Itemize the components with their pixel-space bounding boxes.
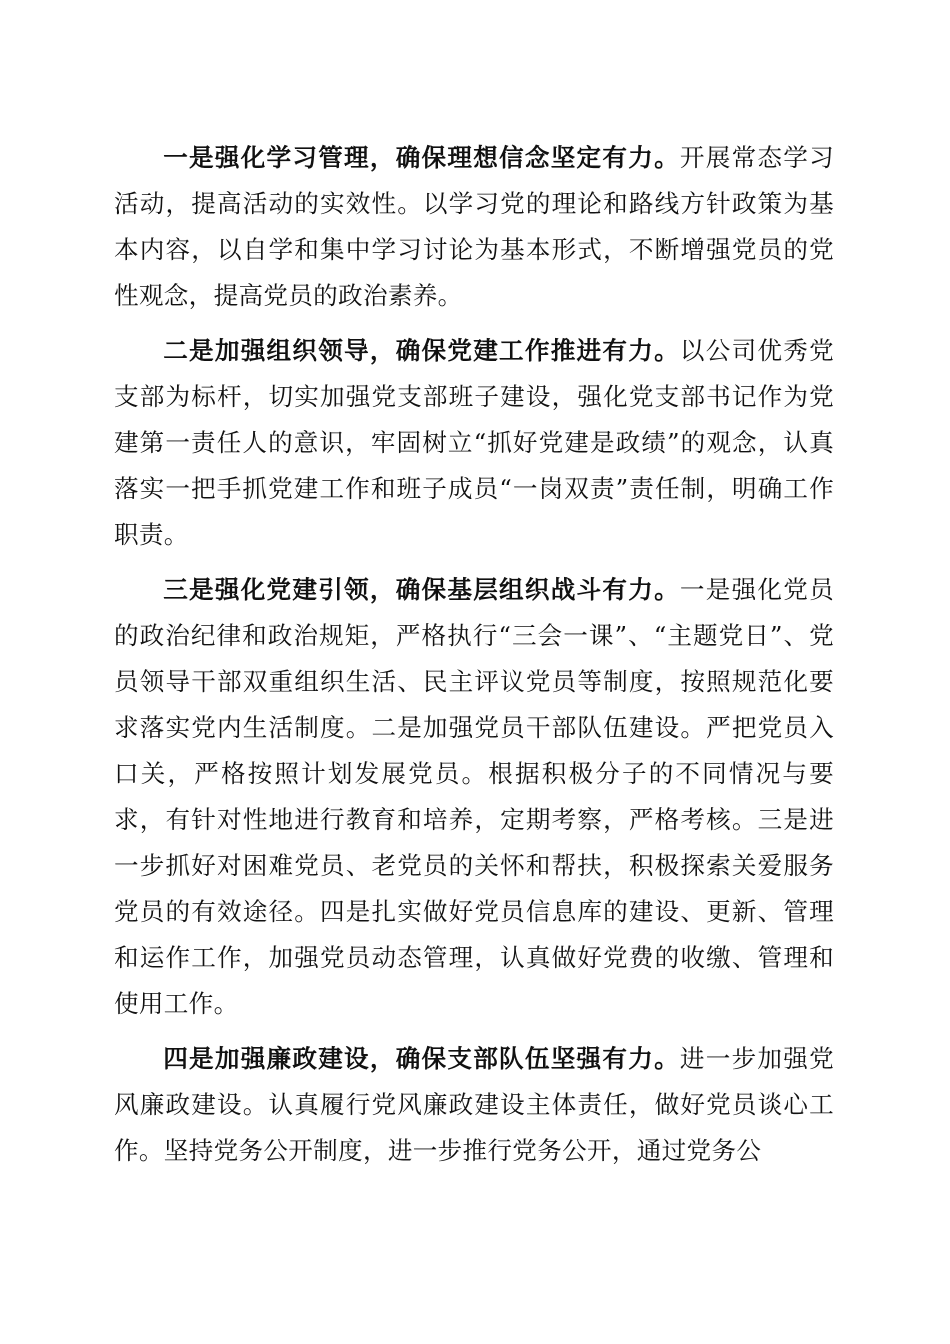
- paragraph-2-lead: 二是加强组织领导，确保党建工作推进有力。: [163, 336, 680, 365]
- document-body: [114, 135, 834, 1183]
- paragraph-1-lead: 一是强化学习管理，确保理想信念坚定有力。: [163, 143, 680, 172]
- paragraph-4: [114, 1036, 834, 1174]
- paragraph-3-body: 一是强化党员的政治纪律和政治规矩，严格执行“三会一课”、“主题党日”、党员领导干部双重组织生活、民主评议党员等制度，按照规范化要求落实党内生活制度。二是加强党员干部队伍建设。严把党员入口关，严格按照计划发展党员。根据积极分子的不同情况与要求，有针对性地进行教育和培养，定期考察，严格考核。三是进一步抓好对困难党员、老党员的关怀和帮扶，积极探索关爱服务党员的有效途径。四是扎实做好党员信息库的建设、更新、管理和运作工作，加强党员动态管理，认真做好党费的收缴、管理和使用工作。: [114, 575, 834, 1018]
- paragraph-2: [114, 328, 834, 558]
- paragraph-1-body: 开展常态学习活动，提高活动的实效性。以学习党的理论和路线方针政策为基本内容，以自学和集中学习讨论为基本形式，不断增强党员的党性观念，提高党员的政治素养。: [114, 143, 834, 310]
- paragraph-4-lead: 四是加强廉政建设，确保支部队伍坚强有力。: [163, 1044, 680, 1073]
- paragraph-3-lead: 三是强化党建引领，确保基层组织战斗有力。: [163, 575, 680, 604]
- paragraph-1: [114, 135, 834, 319]
- paragraph-3: [114, 567, 834, 1027]
- paragraph-2-body: 以公司优秀党支部为标杆，切实加强党支部班子建设，强化党支部书记作为党建第一责任人的意识，牢固树立“抓好党建是政绩”的观念，认真落实一把手抓党建工作和班子成员“一岗双责”责任制，明确工作职责。: [114, 336, 834, 549]
- paragraph-4-body: 进一步加强党风廉政建设。认真履行党风廉政建设主体责任，做好党员谈心工作。坚持党务公开制度，进一步推行党务公开，通过党务公: [114, 1044, 834, 1165]
